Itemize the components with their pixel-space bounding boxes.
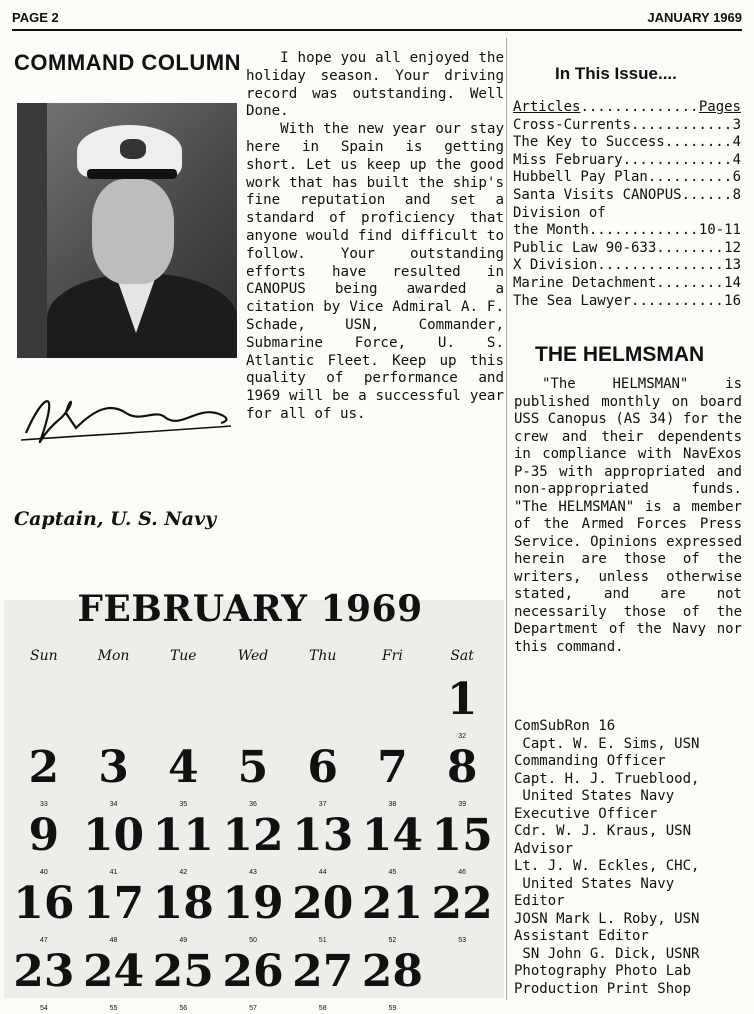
toc-item: The Sea Lawyer ..... 16	[513, 293, 741, 311]
calendar-day	[427, 878, 497, 946]
calendar-day	[9, 674, 79, 742]
day-number: 3	[98, 742, 129, 793]
day-number: 1	[446, 674, 478, 725]
masthead-line: ComSubRon 16	[514, 718, 616, 734]
calendar-day	[358, 742, 428, 810]
day-of-year: 43	[249, 869, 257, 876]
day-of-year: 39	[458, 801, 467, 808]
day-of-year: 33	[39, 801, 48, 808]
day-number: 7	[377, 742, 408, 793]
day-of-year: 58	[318, 1005, 327, 1012]
day-of-year: 47	[39, 937, 48, 944]
calendar-day	[427, 742, 497, 810]
day-of-year: 50	[249, 937, 257, 944]
calendar-day	[9, 946, 79, 1014]
header-rule	[12, 29, 742, 31]
issue-date: JANUARY 1969	[647, 10, 742, 25]
weekday-label: Fri	[381, 648, 403, 664]
day-of-year: 38	[388, 801, 397, 808]
calendar-day	[79, 810, 149, 878]
toc-item: Public Law 90-633 ..... 12	[513, 240, 741, 258]
day-number: 22	[431, 878, 493, 929]
day-of-year: 42	[179, 869, 188, 876]
day-of-year: 35	[179, 801, 188, 808]
calendar-day	[288, 946, 358, 1014]
day-number: 12	[222, 810, 284, 861]
toc-item: Division of	[513, 204, 606, 221]
toc-item: Santa Visits CANOPUS ..... 8	[513, 187, 741, 205]
helmsman-statement: "The HELMSMAN" is published monthly on board USS Canopus (AS 34) for the crew and their dependents in compliance with NavExos P-35 with appropriated and non-appropriated funds. "The HELMSMAN" is a member of the Armed Forces Press Service. Opinions expressed herein are those of the writers, unless otherwise stated, and are not necessarily those of the Department of the Navy nor this command.	[514, 376, 742, 655]
weekday-label: Sun	[30, 648, 58, 664]
day-of-year: 57	[249, 1005, 257, 1012]
day-number: 28	[361, 946, 424, 997]
table-of-contents	[513, 99, 741, 310]
letter-paragraph-2: With the new year our stay here in Spain is getting short. Let us keep up the good work that has built the ship's fine reputation and set a standard of proficiency that anyone would find difficult to follow. Your outstanding efforts have resulted in CANOPUS being awarded a citation by Vice Admiral A. F. Schade, USN, Commander, Submarine Force, U. S. Atlantic Fleet. Keep up this quality of performance and 1969 will be a successful year for all of us.	[246, 121, 504, 422]
helmsman-title: THE HELMSMAN	[535, 343, 705, 366]
toc-item: X Division ..... 13	[513, 257, 741, 275]
calendar-day	[427, 946, 497, 1014]
day-number: 2	[28, 742, 60, 793]
day-number: 23	[13, 946, 75, 997]
masthead-line: Assistant Editor	[514, 928, 649, 944]
day-of-year: 49	[179, 937, 188, 944]
toc-item: Cross-Currents ..... 3	[513, 117, 741, 135]
calendar-day	[148, 674, 218, 742]
masthead-line: Lt. J. W. Eckles, CHC,	[514, 858, 700, 874]
day-of-year: 52	[388, 937, 397, 944]
calendar-day	[288, 810, 358, 878]
calendar-day	[148, 946, 218, 1014]
calendar-day	[218, 946, 288, 1014]
calendar-day	[427, 810, 497, 878]
masthead-line: Capt. W. E. Sims, USN	[522, 735, 700, 752]
day-number: 5	[237, 742, 269, 793]
day-of-year: 44	[318, 869, 327, 876]
signature-caption: Captain, U. S. Navy	[14, 508, 217, 530]
day-number: 6	[307, 742, 339, 793]
masthead-line: Executive Officer	[514, 805, 658, 822]
masthead-line: Editor	[514, 893, 565, 909]
masthead-line: United States Navy	[522, 788, 675, 804]
day-number: 13	[292, 810, 354, 861]
weekday-label: Wed	[237, 648, 269, 664]
calendar-day	[9, 742, 79, 810]
masthead-line: Cdr. W. J. Kraus, USN	[514, 823, 692, 839]
calendar	[9, 648, 497, 1014]
day-number: 8	[446, 742, 478, 793]
day-number: 16	[13, 878, 75, 929]
calendar-day	[288, 674, 358, 742]
captain-portrait-photo	[17, 103, 237, 358]
calendar-day	[148, 878, 218, 946]
calendar-day	[79, 878, 149, 946]
calendar-day	[427, 674, 497, 742]
day-number: 20	[292, 878, 354, 929]
toc-item: The Key to Success ..... 4	[513, 134, 741, 152]
day-of-year: 59	[388, 1005, 397, 1012]
day-of-year: 46	[458, 869, 467, 876]
calendar-dates	[9, 674, 497, 1014]
letter-paragraph-1: I hope you all enjoyed the holiday season. Your driving record was outstanding. Well Done.	[246, 50, 504, 120]
weekday-label: Thu	[309, 648, 337, 664]
day-of-year: 36	[249, 801, 257, 808]
day-number: 14	[361, 810, 424, 861]
day-of-year: 55	[109, 1005, 118, 1012]
weekday-label: Tue	[169, 648, 197, 664]
command-column-text	[246, 50, 504, 424]
day-number: 27	[292, 946, 354, 997]
day-of-year: 32	[458, 733, 467, 740]
toc-item: Hubbell Pay Plan ..... 6	[513, 169, 741, 187]
masthead-line: Production Print Shop	[514, 980, 692, 997]
calendar-day	[358, 674, 428, 742]
calendar-day	[288, 878, 358, 946]
masthead-line: United States Navy	[522, 875, 675, 892]
calendar-day	[9, 810, 79, 878]
masthead-line: Advisor	[514, 840, 574, 857]
day-number: 25	[152, 946, 214, 997]
calendar-day	[358, 810, 428, 878]
masthead-line: Commanding Officer	[514, 753, 666, 769]
toc-item: Miss February ..... 4	[513, 152, 741, 170]
calendar-day	[358, 946, 428, 1014]
day-of-year: 37	[318, 801, 327, 808]
masthead-line: Photography Photo Lab	[514, 963, 692, 979]
in-this-issue-title: In This Issue....	[555, 64, 677, 83]
day-number: 19	[222, 878, 284, 929]
day-number: 17	[82, 878, 145, 929]
day-of-year: 45	[388, 869, 397, 876]
masthead	[514, 718, 744, 998]
day-of-year: 40	[39, 869, 48, 876]
calendar-day	[358, 878, 428, 946]
page-header	[12, 10, 742, 32]
calendar-day	[79, 674, 149, 742]
weekday-label: Mon	[97, 648, 130, 664]
masthead-line: Capt. H. J. Trueblood,	[514, 770, 700, 787]
page-number: PAGE 2	[12, 10, 59, 25]
command-column-title: COMMAND COLUMN	[14, 50, 241, 75]
day-of-year: 48	[109, 937, 118, 944]
toc-header: Articles ..... Pages	[513, 99, 741, 117]
calendar-day	[218, 878, 288, 946]
day-number: 4	[167, 742, 199, 793]
day-of-year: 56	[179, 1005, 188, 1012]
day-number: 24	[82, 946, 145, 997]
day-of-year: 41	[109, 869, 118, 876]
toc-item: Marine Detachment ..... 14	[513, 275, 741, 293]
calendar-weekdays	[9, 648, 497, 672]
day-of-year: 54	[39, 1005, 48, 1012]
toc-item: the Month ..... 10-11	[513, 222, 741, 240]
day-of-year: 53	[458, 937, 467, 944]
masthead-line: SN John G. Dick, USNR	[522, 945, 700, 962]
day-number: 15	[431, 810, 493, 861]
weekday-label: Sat	[450, 648, 474, 664]
day-number: 9	[28, 810, 60, 861]
day-number: 11	[152, 810, 214, 861]
calendar-day	[218, 810, 288, 878]
calendar-day	[288, 742, 358, 810]
column-divider	[506, 38, 507, 1000]
calendar-day	[148, 742, 218, 810]
calendar-day	[218, 742, 288, 810]
calendar-day	[79, 946, 149, 1014]
calendar-day	[79, 742, 149, 810]
day-number: 10	[82, 810, 145, 861]
calendar-day	[148, 810, 218, 878]
calendar-day	[218, 674, 288, 742]
day-of-year: 51	[318, 937, 327, 944]
calendar-title: FEBRUARY 1969	[77, 588, 423, 630]
captain-signature	[16, 378, 241, 448]
day-number: 21	[361, 878, 424, 929]
masthead-line: JOSN Mark L. Roby, USN	[514, 910, 700, 927]
day-of-year: 34	[109, 801, 118, 808]
calendar-day	[9, 878, 79, 946]
day-number: 18	[152, 878, 214, 929]
day-number: 26	[222, 946, 284, 997]
